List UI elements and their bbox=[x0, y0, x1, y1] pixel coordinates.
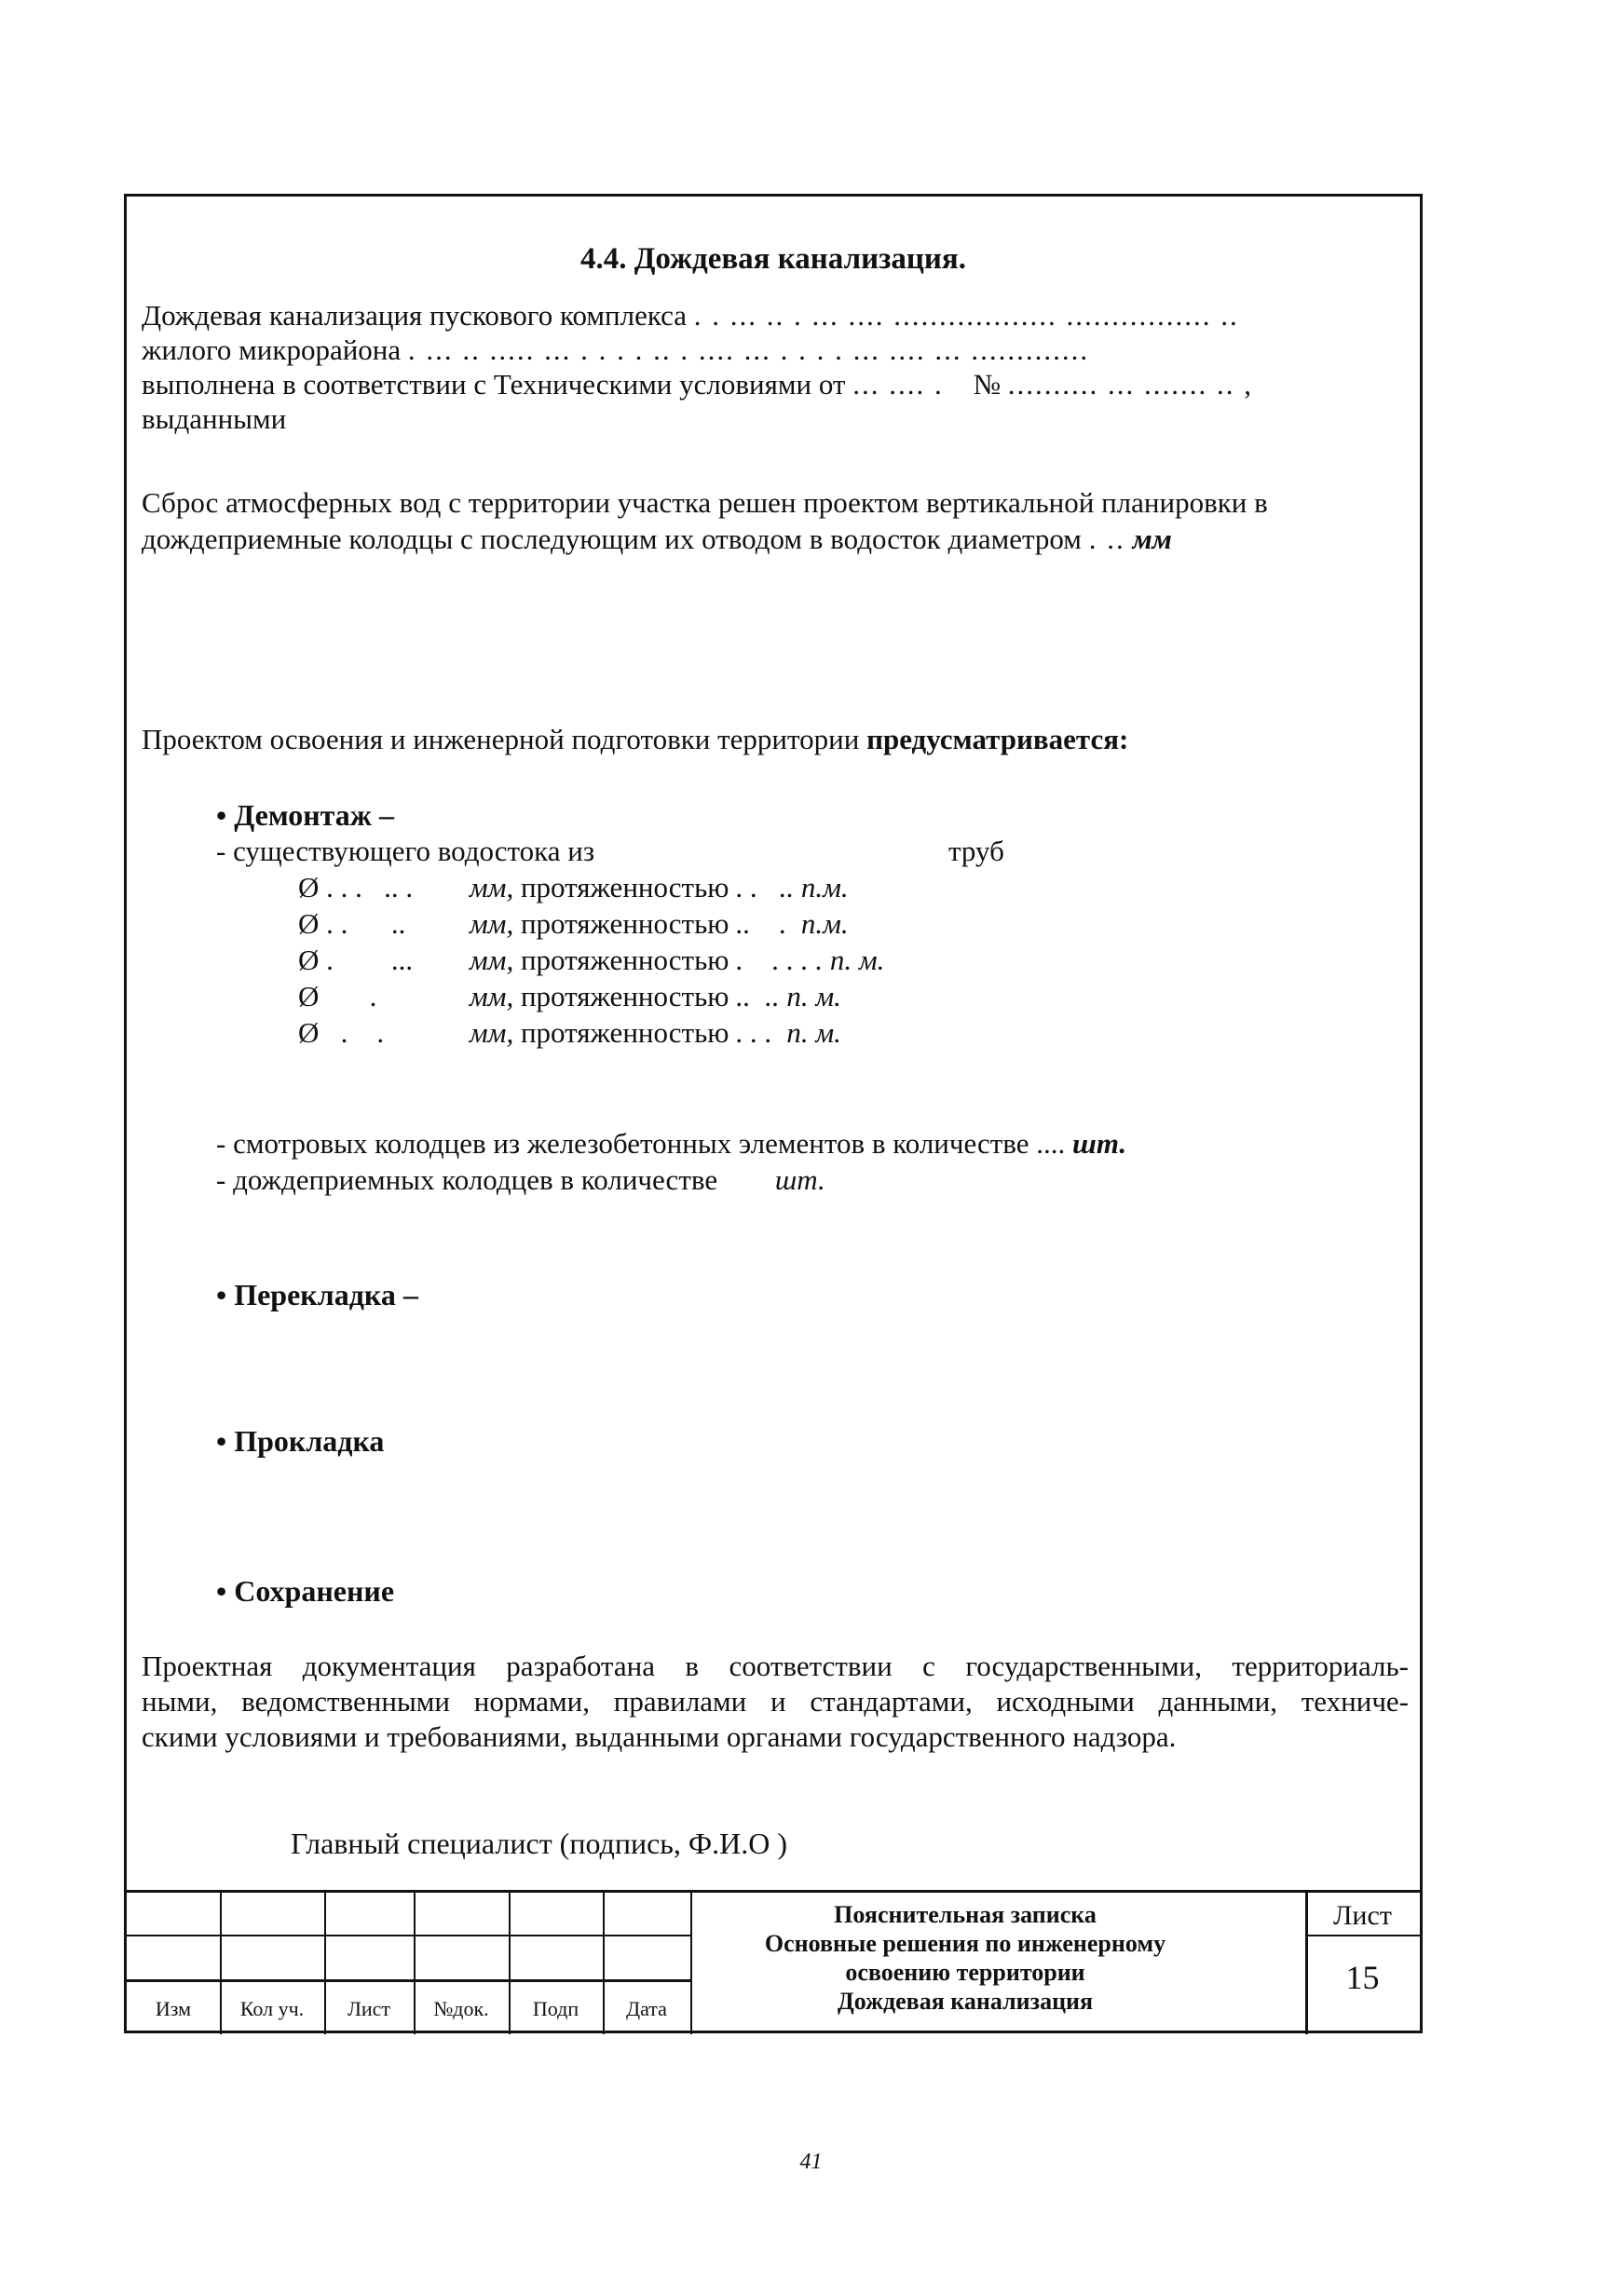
diameter-unit: мм, bbox=[469, 907, 514, 940]
project-text: Проектом освоения и инженерной подготовки территории bbox=[142, 723, 860, 755]
pipes-word: труб bbox=[948, 835, 1004, 867]
intro-line-3-dots: ... .... . bbox=[852, 368, 944, 401]
intro-line-1-dots: . . ... .. . ... .... .................. ................ .. bbox=[693, 299, 1239, 332]
stamp-title-line: Пояснительная записка bbox=[834, 1901, 1097, 1928]
stamp-row-line bbox=[127, 1979, 690, 1982]
intro-line-4: выданными bbox=[142, 402, 287, 435]
length-label: протяженностью bbox=[520, 980, 729, 1012]
closing-line-3: скими условиями и требованиями, выданными органами государственного надзора. bbox=[142, 1720, 1177, 1753]
length-value: . . . п. м. bbox=[736, 1016, 841, 1049]
project-line bbox=[142, 725, 1128, 754]
intro-line-3-text: выполнена в соответствии с Техническими условиями от bbox=[142, 368, 846, 401]
stamp-row-line bbox=[127, 1935, 690, 1936]
sokhranenie-heading: • Сохранение bbox=[216, 1574, 395, 1608]
intro-line-3-dots-2: .......... ... ....... .. , bbox=[1007, 368, 1254, 401]
inspection-wells-line bbox=[216, 1129, 1126, 1158]
drain-line-2-text: дождеприемные колодцы с последующим их отводом в водосток диаметром bbox=[142, 523, 1082, 555]
length-value: .. . п.м. bbox=[736, 907, 849, 940]
drain-line-1: Сброс атмосферных вод с территории участка решен проектом вертикальной планировки в bbox=[142, 486, 1268, 519]
storm-wells-unit: шт. bbox=[774, 1163, 825, 1196]
page-number: 41 bbox=[799, 2150, 823, 2174]
stamp-title-line: Основные решения по инженерному bbox=[764, 1930, 1166, 1957]
diameter-dots: . ... bbox=[326, 944, 414, 976]
diameter-dots: . . bbox=[326, 1016, 385, 1049]
stamp-row-line bbox=[1305, 1935, 1420, 1936]
stamp-label-list: Лист bbox=[347, 1997, 391, 2020]
stamp-label-data: Дата bbox=[626, 1997, 667, 2020]
length-label: протяженностью bbox=[520, 871, 729, 903]
diameter-unit: мм, bbox=[469, 980, 514, 1012]
stamp-label-izm: Изм bbox=[155, 1997, 192, 2020]
length-value: . . . . . п. м. bbox=[736, 944, 885, 976]
prokladka-heading: • Прокладка bbox=[216, 1424, 385, 1458]
diameter-row bbox=[298, 1018, 841, 1047]
signature-line: Главный специалист (подпись, Ф.И.О ) bbox=[291, 1827, 788, 1860]
demontazh-heading: • Демонтаж – bbox=[216, 798, 394, 832]
diameter-symbol: Ø bbox=[298, 907, 320, 940]
diameter-dots: . bbox=[326, 980, 377, 1012]
drain-line-2-dots: . .. bbox=[1088, 523, 1125, 555]
diameter-dots: . . .. bbox=[326, 907, 406, 940]
intro-line-3 bbox=[142, 370, 1253, 399]
drain-line-2 bbox=[142, 524, 1172, 553]
stamp-title-line: Дождевая канализация bbox=[837, 1988, 1094, 2015]
intro-line-2-text: жилого микрорайона bbox=[142, 333, 402, 366]
diameter-unit: мм, bbox=[469, 871, 514, 903]
stamp-label-kol-uch: Кол уч. bbox=[239, 1997, 305, 2020]
inspection-wells-unit: шт. bbox=[1072, 1127, 1127, 1160]
stamp-document-title bbox=[695, 1900, 1235, 2016]
diameter-unit: мм, bbox=[469, 1016, 514, 1049]
intro-line-1-text: Дождевая канализация пускового комплекса bbox=[142, 299, 688, 332]
project-bold: предусматривается: bbox=[866, 723, 1129, 755]
diameter-row bbox=[298, 982, 841, 1011]
sheet-number: 15 bbox=[1345, 1959, 1380, 1996]
storm-wells-text: - дождеприемных колодцев в количестве bbox=[216, 1163, 718, 1196]
length-value: .. .. п. м. bbox=[736, 980, 841, 1012]
diameter-symbol: Ø bbox=[298, 980, 320, 1012]
stamp-title-line: освоению территории bbox=[845, 1959, 1085, 1986]
title-block bbox=[127, 1890, 1420, 2034]
diameter-symbol: Ø bbox=[298, 871, 320, 903]
diameter-row bbox=[298, 873, 849, 902]
existing-drain-line: - существующего водостока из bbox=[216, 835, 595, 867]
stamp-divider bbox=[690, 1893, 692, 2034]
stamp-label-podp: Подп bbox=[532, 1997, 579, 2020]
storm-wells-line bbox=[216, 1165, 825, 1194]
diameter-unit: мм, bbox=[469, 944, 514, 976]
diameter-symbol: Ø bbox=[298, 944, 320, 976]
diameter-row bbox=[298, 945, 884, 974]
intro-line-2-dots: . ... .. ..... ... . . . . .. . .... ... . . . . ... .... ... ............. bbox=[407, 333, 1090, 366]
inspection-wells-text: - смотровых колодцев из железобетонных элементов в количестве .... bbox=[216, 1127, 1066, 1160]
closing-line-2: ными, ведомственными нормами, правилами и стандартами, исходными данными, техниче- bbox=[142, 1685, 1409, 1718]
length-label: протяженностью bbox=[520, 944, 729, 976]
stamp-label-ndok: №док. bbox=[433, 1997, 489, 2020]
intro-line-1 bbox=[142, 301, 1239, 330]
perekladka-heading: • Перекладка – bbox=[216, 1278, 418, 1311]
intro-line-2 bbox=[142, 335, 1089, 364]
length-label: протяженностью bbox=[520, 1016, 729, 1049]
diameter-row bbox=[298, 909, 849, 938]
closing-line-1: Проектная документация разработана в соответствии с государственными, территориаль- bbox=[142, 1650, 1409, 1682]
diameter-symbol: Ø bbox=[298, 1016, 320, 1049]
document-frame bbox=[124, 194, 1423, 2033]
number-sign: № bbox=[973, 368, 1002, 401]
section-title: 4.4. Дождевая канализация. bbox=[579, 242, 967, 276]
length-value: . . .. п.м. bbox=[736, 871, 849, 903]
sheet-label: Лист bbox=[1333, 1900, 1392, 1931]
drain-unit: мм bbox=[1132, 523, 1172, 555]
length-label: протяженностью bbox=[520, 907, 729, 940]
diameter-dots: . . . .. . bbox=[326, 871, 414, 903]
